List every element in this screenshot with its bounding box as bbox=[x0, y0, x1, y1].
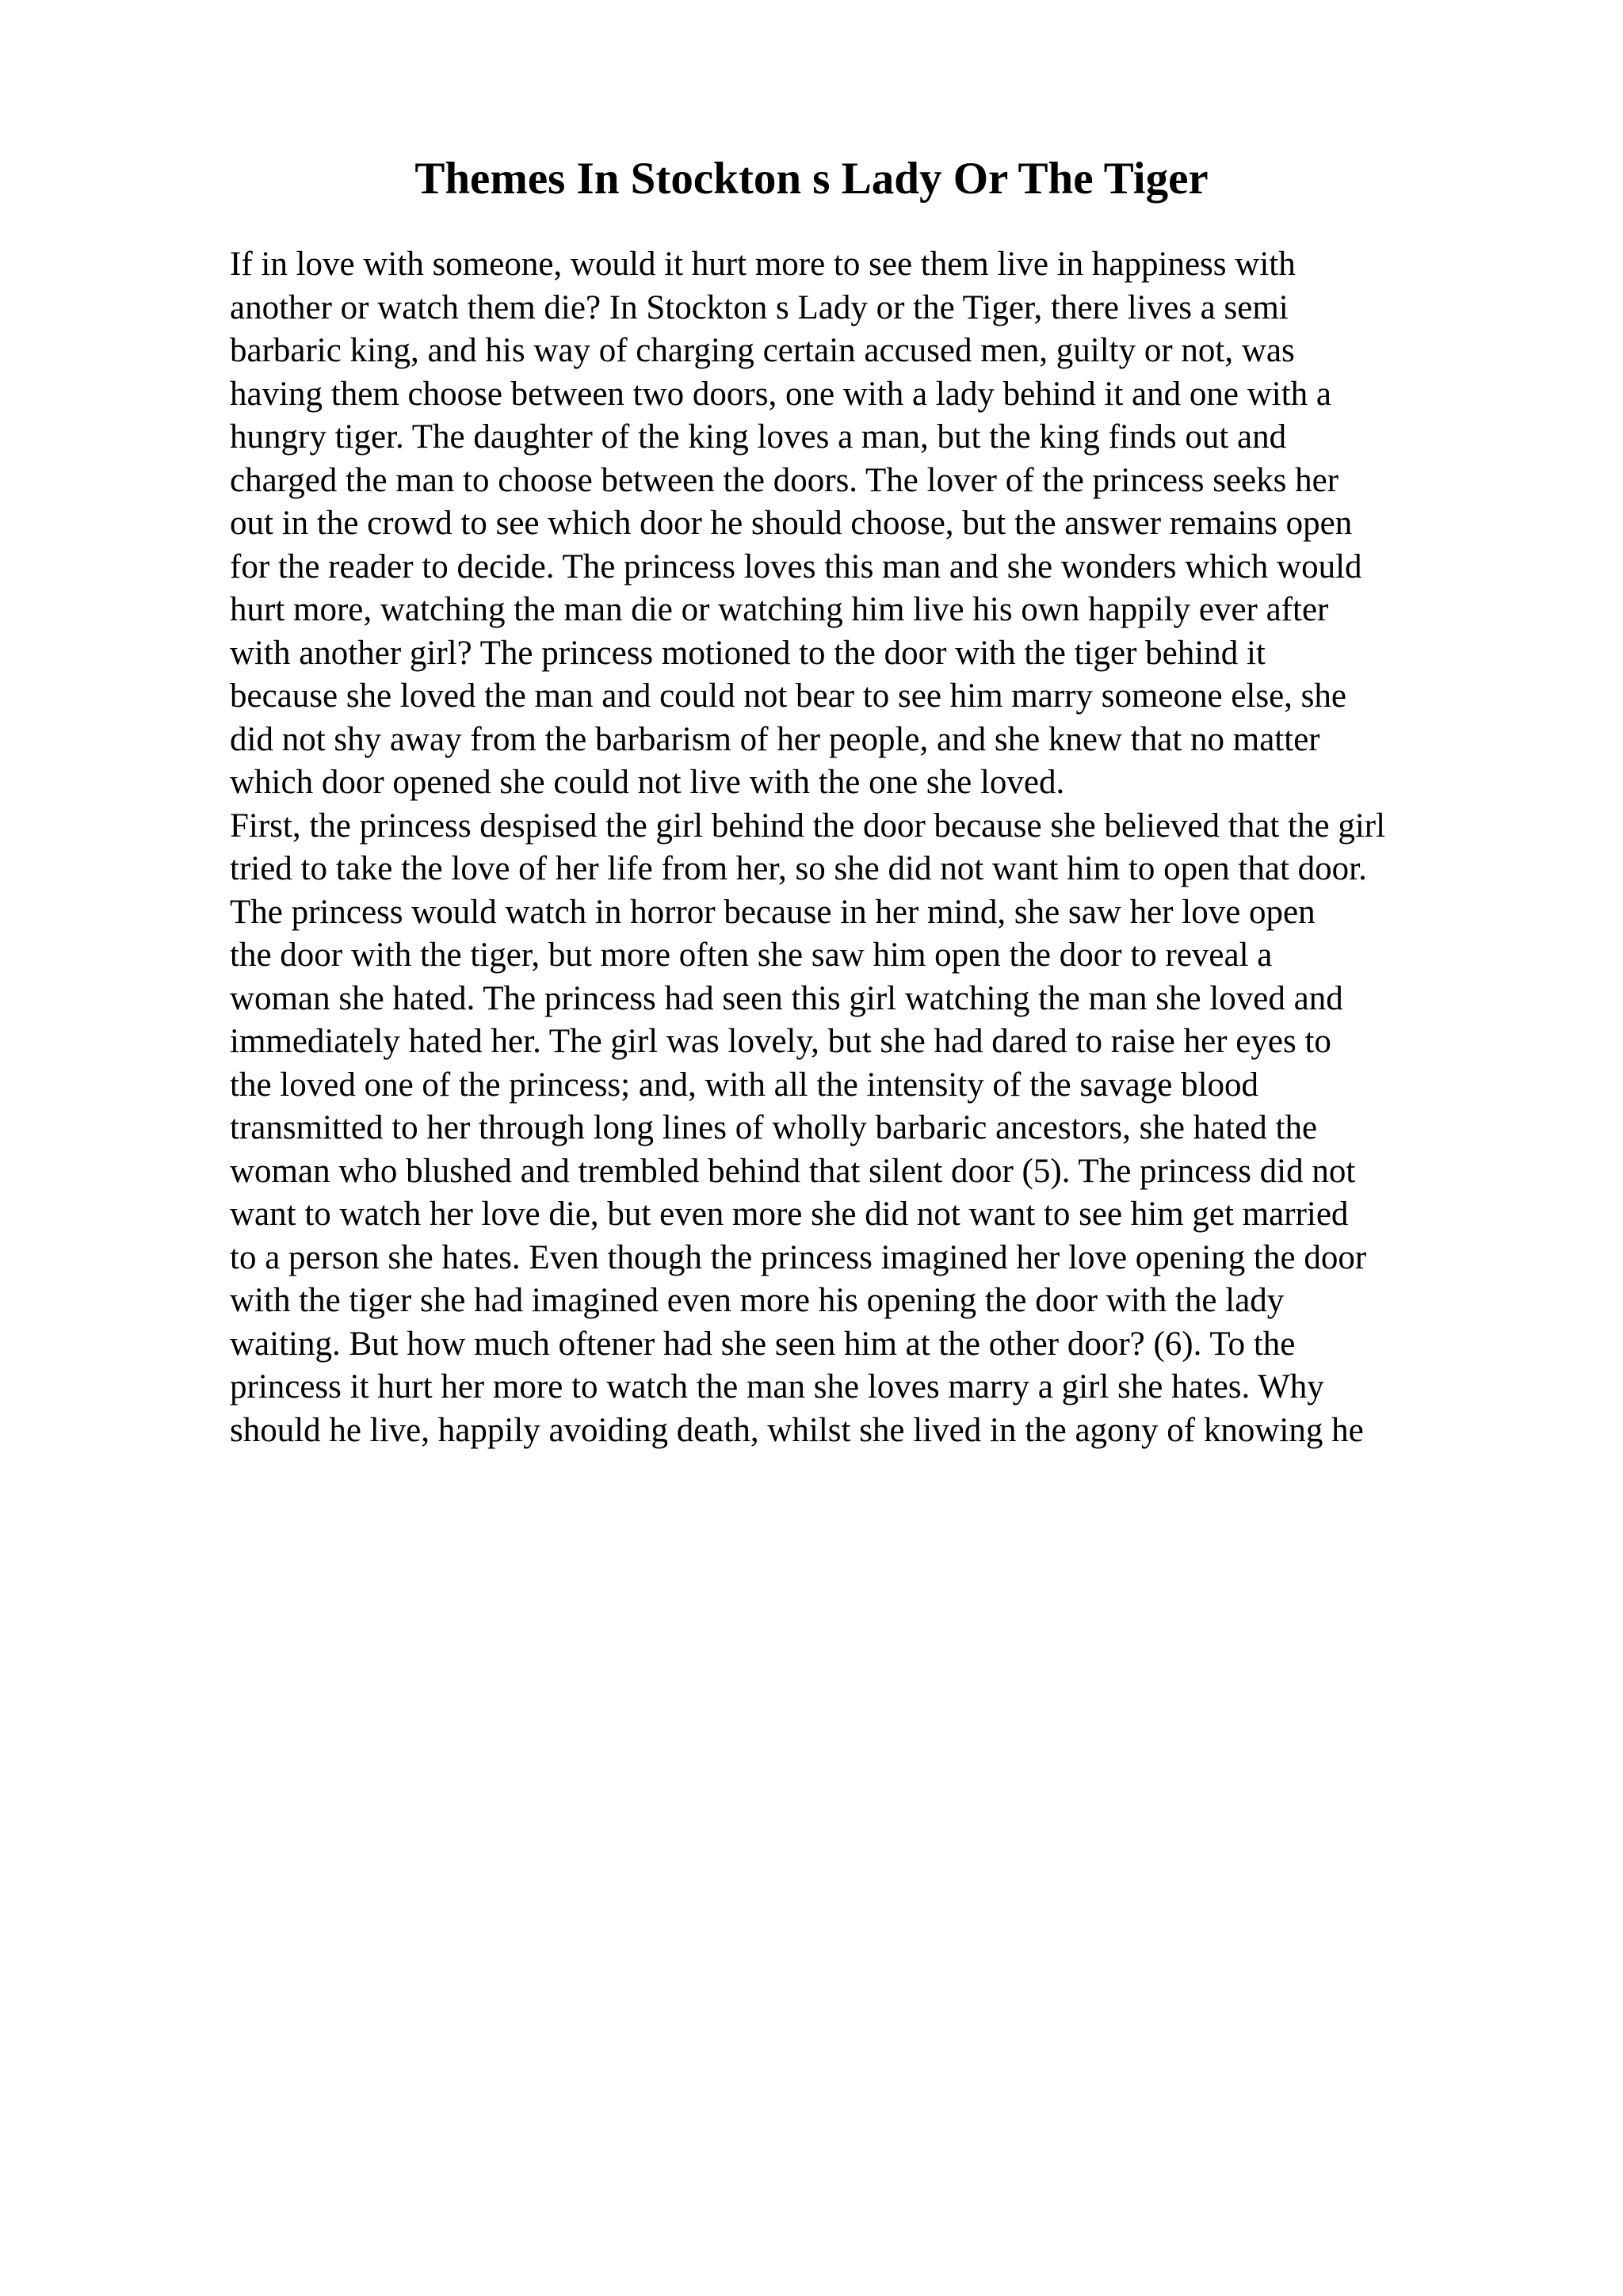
text-line: with another girl? The princess motioned to the door with the tiger behind it bbox=[230, 634, 1266, 672]
text-line: which door opened she could not live with the one she loved. bbox=[230, 764, 1065, 801]
text-line: First, the princess despised the girl behind the door because she believed that the girl bbox=[230, 807, 1386, 845]
text-line: another or watch them die? In Stockton s Lady or the Tiger, there lives a semi bbox=[230, 288, 1289, 326]
text-line: with the tiger she had imagined even more his opening the door with the lady bbox=[230, 1282, 1285, 1319]
text-line: the loved one of the princess; and, with all the intensity of the savage blood bbox=[230, 1066, 1259, 1104]
text-line: barbaric king, and his way of charging certain accused men, guilty or not, was bbox=[230, 332, 1295, 369]
text-line: for the reader to decide. The princess loves this man and she wonders which would bbox=[230, 547, 1362, 585]
text-line: woman who blushed and trembled behind that silent door (5). The princess did not bbox=[230, 1152, 1356, 1190]
text-line: hungry tiger. The daughter of the king loves a man, but the king finds out and bbox=[230, 418, 1287, 456]
text-line: tried to take the love of her life from her, so she did not want him to open that door. bbox=[230, 850, 1367, 887]
text-line: princess it hurt her more to watch the man she loves marry a girl she hates. Why bbox=[230, 1368, 1324, 1405]
text-line: want to watch her love die, but even more she did not want to see him get married bbox=[230, 1196, 1349, 1233]
text-line: woman she hated. The princess had seen this girl watching the man she loved and bbox=[230, 979, 1343, 1017]
text-line: charged the man to choose between the doors. The lover of the princess seeks her bbox=[230, 461, 1339, 499]
essay-body bbox=[230, 243, 1514, 1452]
text-line: the door with the tiger, but more often she saw him open the door to reveal a bbox=[230, 936, 1273, 974]
text-line: did not shy away from the barbarism of her people, and she knew that no matter bbox=[230, 720, 1320, 758]
text-line: If in love with someone, would it hurt more to see them live in happiness with bbox=[230, 246, 1296, 283]
text-line: hurt more, watching the man die or watching him live his own happily ever after bbox=[230, 591, 1329, 628]
text-line: immediately hated her. The girl was lovely, but she had dared to raise her eyes to bbox=[230, 1023, 1331, 1060]
text-line: waiting. But how much oftener had she seen him at the other door? (6). To the bbox=[230, 1325, 1296, 1363]
text-line: because she loved the man and could not bear to see him marry someone else, she bbox=[230, 677, 1346, 715]
document-title: Themes In Stockton s Lady Or The Tiger bbox=[414, 154, 1209, 204]
text-line: should he live, happily avoiding death, whilst she lived in the agony of knowing he bbox=[230, 1411, 1364, 1449]
text-line: out in the crowd to see which door he should choose, but the answer remains open bbox=[230, 505, 1353, 542]
text-line: having them choose between two doors, one with a lady behind it and one with a bbox=[230, 375, 1332, 413]
text-line: transmitted to her through long lines of wholly barbaric ancestors, she hated the bbox=[230, 1109, 1318, 1146]
text-line: The princess would watch in horror because in her mind, she saw her love open bbox=[230, 893, 1316, 931]
text-line: to a person she hates. Even though the princess imagined her love opening the door bbox=[230, 1238, 1367, 1276]
